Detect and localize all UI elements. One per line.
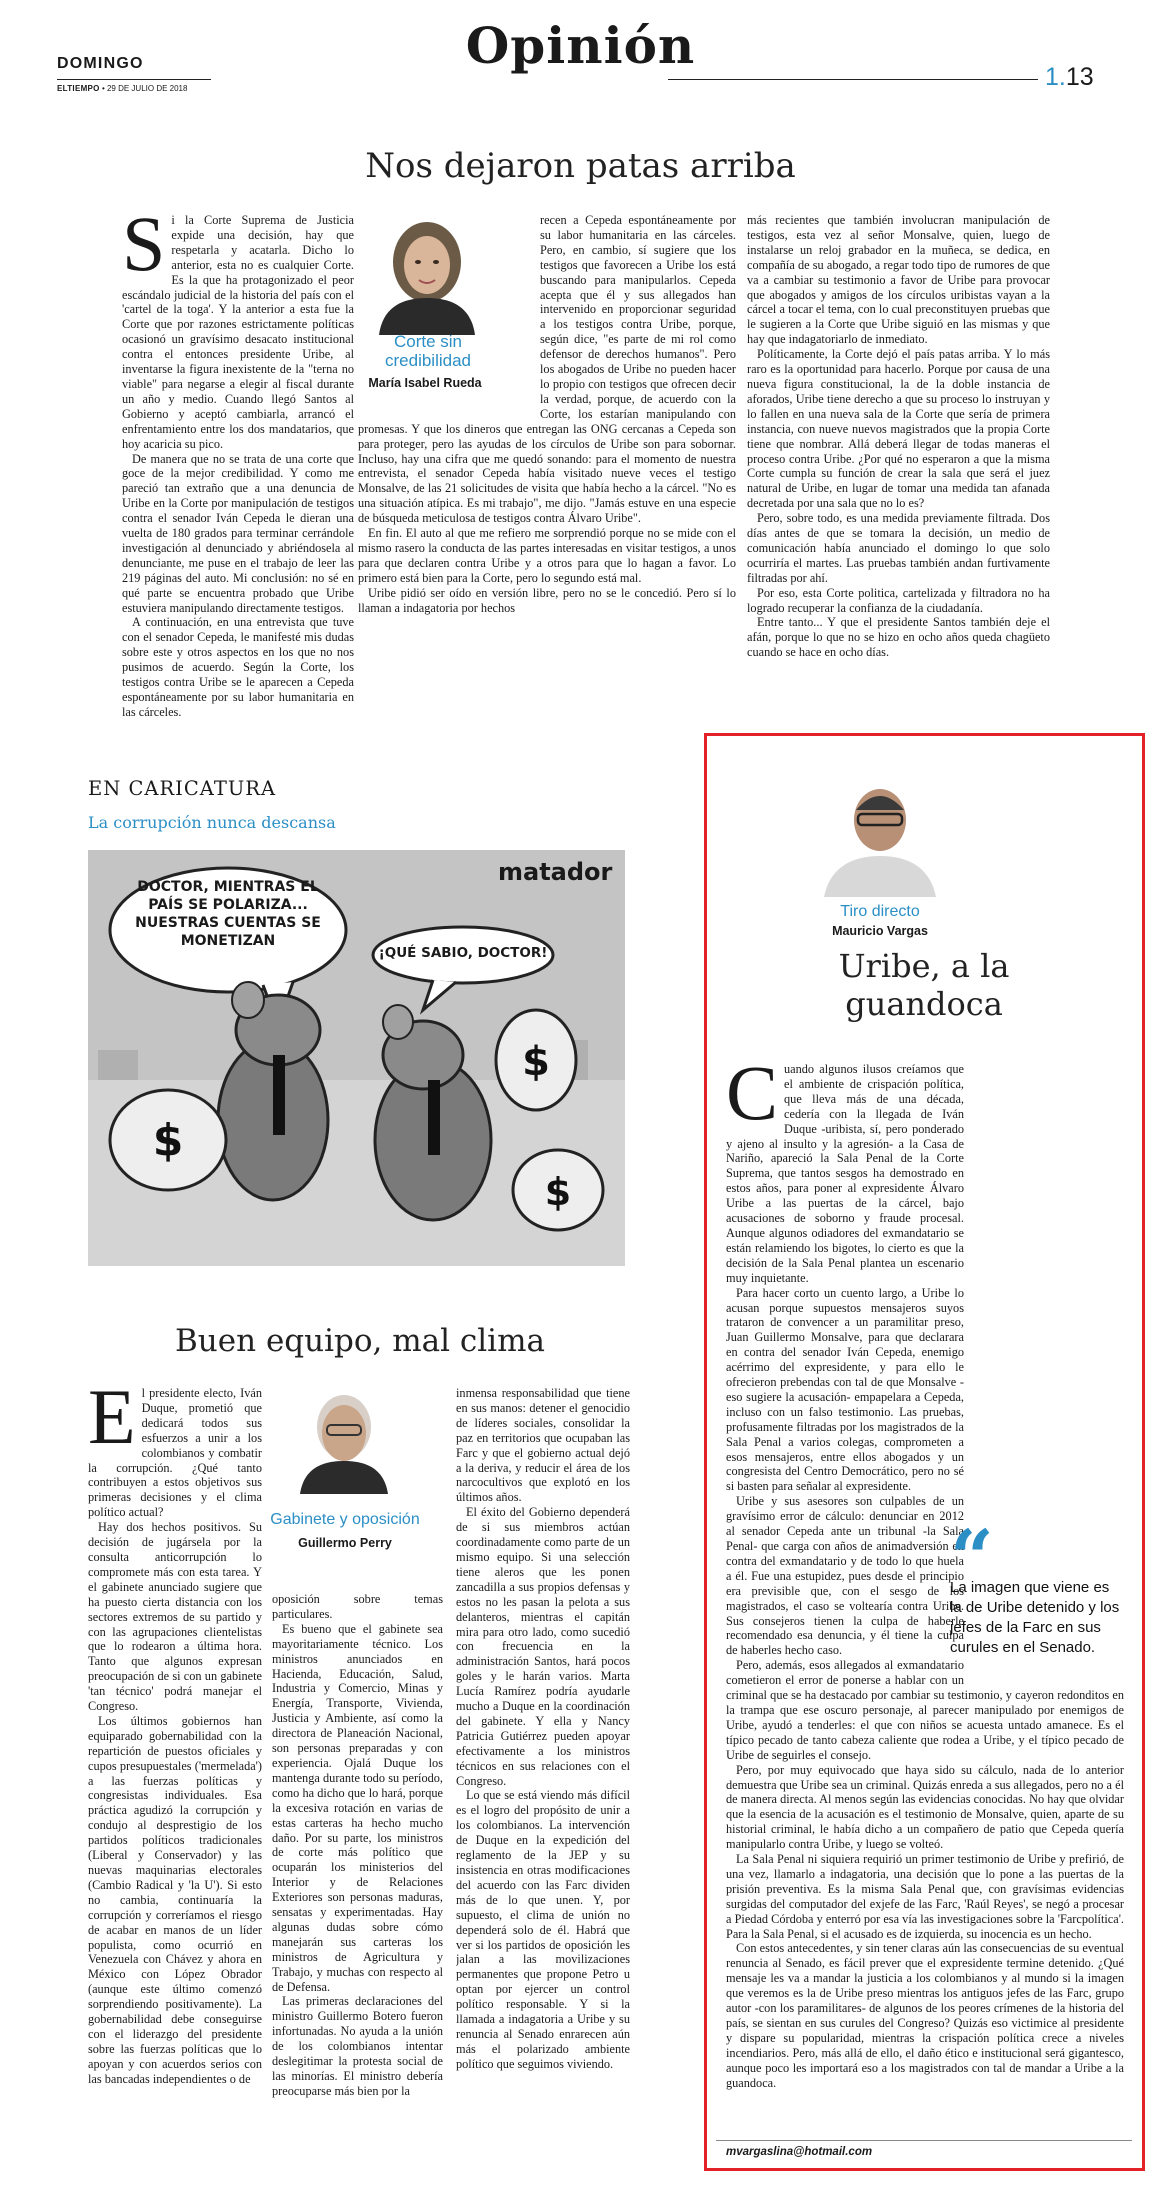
cartoon-signature: matador (498, 858, 613, 886)
article2-c3p2: El éxito del Gobierno dependerá de si sus miembros actúan coordinadamente como parte de un mismo equipo. Si una selección tiene aleros que les ponen zancadilla a sus propios defensas y estos no les pasan la pelota a sus delanteros, mientras el capitán mira para otro lado, como sucedió con frecuencia en la administración Santos, hará pocos goles y le harán varios. Marta Lucía Ramírez podría ayudarle mucho a Duque en la coordinación del gabinete. Y ella y Nancy Patricia Gutiérrez pueden apoyar efectivamente a los ministros técnicos en sus relaciones con el Congreso. (456, 1505, 630, 1788)
caricature-image (88, 850, 625, 1266)
article1-col1 (122, 213, 354, 720)
article2-c2p2: Es bueno que el gabinete sea mayoritariamente técnico. Los ministros anunciados en Hacienda, Educación, Salud, Industria y Comercio, Minas y Energía, Transporte, Vivienda, Justicia y Ambiente, así como la directora de Planeación Nacional, son personas preparadas y con experiencia. Ojalá Duque los mantenga durante todo su período, como ha dicho que lo hará, porque la excesiva rotación en varias de estas carteras ha hecho mucho daño. Por su parte, los ministros de corte más político que ocuparán los ministerios del Interior y de Relaciones Exteriores son personas maduras, sensatas y experimentadas. Hay algunas dudas sobre cómo manejarán sus carteras los ministros de Agricultura y Trabajo, y muchas con respecto al de Defensa. (272, 1621, 443, 1994)
article1-c3p5: Entre tanto... Y que el presidente Santos también deje el afán, porque lo que no se hizo en ocho años queda chagüeto cuando se hace en ocho días. (747, 615, 1050, 660)
article3-title-line2: guandoca (845, 985, 1003, 1023)
article1-c3p4: Por eso, esta Corte politica, cartelizada y filtradora no ha logrado recuperar la confianza de la ciudadanía. (747, 585, 1050, 615)
article3-p1: uando algunos ilusos creíamos que el ambiente de crispación política, que lleva más de una década, cedería con la llegada de Iván Duque -uribista, sí, pero ponderado y ajeno al insulto y la agresión- a la Casa de Nariño, apareció la Sala Penal de la Corte Suprema, que tantos sesgos ha demostrado en estos años, para poner al expresidente Álvaro Uribe a las puertas de la cárcel, bajo acusaciones de soborno y fraude procesal. Aunque algunos odiadores del exmandatario se están relamiendo los bigotes, lo cierto es que la decisión de la Sala Penal plantea un escenario muy inquietante. (726, 1062, 964, 1285)
section-title: Opinión (465, 16, 696, 75)
article3-dropcap: C (726, 1062, 779, 1136)
article1-col2-wrap (358, 213, 736, 720)
spacer (358, 213, 540, 411)
cartoon-bubble-2: ¡QUÉ SABIO, DOCTOR! (378, 945, 548, 961)
article1-c2p1: recen a Cepeda espontáneamente por su labor humanitaria en las cárceles. Pero, en cambio, sí sugiere que los testigos que favorecen a Uribe los está buscando para manipularlos. Cepeda acepta que él y sus allegados han intervenido en proporcionar seguridad a los testigos contra Uribe, porque, según dice, "es parte de mi rol como defensor de derechos humanos". Pero los abogados de Uribe no pueden hacer lo propio con testigos que ofrecen decir la verdad, porque, de acuerdo con la Corte, los estarían manipulando con promesas. Y que los dineros que entregan las ONG cercanas a Cepeda son para proteger, pero las ayudas de los círculos de Uribe son para sobornar. Incluso, hay una cifra que me quedó sonando: para el momento de nuestra entrevista, el senador Cepeda había visitado nueve veces el testigo Monsalve, de las 21 solicitudes de visita que había hecho a la cárcel. "No es una situación atípica. Es mi trabajo", me dijo. "Jamás estuve en una especie de búsqueda meticulosa de testigos contra Álvaro Uribe". (358, 213, 736, 526)
svg-text:$: $ (522, 1039, 550, 1085)
cartoon-bubble-1: DOCTOR, MIENTRAS EL PAÍS SE POLARIZA... NUESTRAS CUENTAS SE MONETIZAN (135, 879, 321, 949)
article3-p4: Pero, además, esos allegados al exmandatario cometieron el error de ponerse a hablar con un criminal que se ha destacado por cambiar su testimonio, y cayeron redonditos en la trampa que ese oscuro personaje, al parecer manipulado por enemigos de Uribe, ayudó a tenderles: el que con niños se acuesta untado amanece. Es el típico pecado de tanto cabeza caliente que rodea a Uribe, y el típico pecado de Uribe de seguirles el consejo. (726, 1658, 1124, 1762)
article1-c2p2: En fin. El auto al que me refiero me sorprendió porque no se mide con el mismo rasero la conducta de las partes interesadas en visitar testigos, a unos para que declaren contra Uribe y a otros para que lo hagan a favor. Lo primero está bien para la Corte, pero lo segundo está mal. (358, 526, 736, 585)
publication-date: • 29 DE JULIO DE 2018 (101, 84, 188, 93)
article3-p2: Para hacer corto un cuento largo, a Uribe lo acusan porque supuestos mensajeros suyos trataron de convencer a un paramilitar preso, Juan Guillermo Monsalve, para que declarara en contra del senador Iván Cepeda, enemigo acérrimo del expresidente, y para ello le ofrecieron prebendas con tal de que Monsalve -eso sugiere la acusación- empapelara a Cepeda, incluso con un falso testimonio. Las pruebas, profusamente filtradas por los magistrados de la Sala Penal a varios colegas, comprometen a esos mensajeros, entre ellos abogados y un congresista del Centro Democrático, pero no sé si basten para señalar al expresidente. (726, 1285, 964, 1494)
article2-c3p1: inmensa responsabilidad que tiene en sus manos: detener el genocidio de líderes sociales, consolidar la paz en territorios que ocupaban las Farc y que el gobierno actual dejó a la deriva, y reducir el área de los narcocultivos que explotó en los últimos años. (456, 1386, 630, 1505)
article2-col3 (456, 1386, 630, 2164)
pull-quote: La imagen que viene es la de Uribe detenido y los jefes de la Farc en sus curules en el Senado. (950, 1579, 1120, 1656)
article1-c3p1: más recientes que también involucran manipulación de testigos, esta vez al señor Monsalve, quien, luego de instalarse un reloj grabador en la muñeca, se dedica, en compañía de su abogado, a regar todo tipo de rumores de que va a cambiar su testimonio a favor de Uribe para provocar que abogados y amigos de los círculos uribistas vayan a la cárcel a tocar el tema, con lo cual preconstituyen pruebas que le sugieren a la Corte que Uribe siguió en las mismas y que hay que indagatoriarlo de inmediato. (747, 213, 1050, 347)
svg-text:$: $ (544, 1170, 572, 1214)
article1-p2: De manera que no se trata de una corte que goce de la mejor credibilidad. Y como me pareció tan extraño que a una denuncia de Uribe en la Corte por manipulación de testigos contra el senador Iván Cepeda le dieran una vuelta de 180 grados para terminar cerrándole investigación al denunciado y abriéndosela al denunciante, me puse en el trabajo de leer las 219 páginas del auto. Mi conclusión: no sé en qué parte se encuentra probado que Uribe estuviera manipulando directamente testigos. (122, 451, 354, 615)
header-rule-left (57, 79, 211, 80)
publication-name: ELTIEMPO (57, 84, 100, 93)
article3-p6: La Sala Penal ni siquiera requirió un primer testimonio de Uribe y prefirió, de una vez, llamarlo a indagatoria, una decisión que lo pone a las puertas de la prisión preventiva. Es la misma Sala Penal que, con gravísimas evidencias surgidas del computador del exjefe de las Farc, 'Raúl Reyes', se negó a procesar a Piedad Córdoba y enterró por esa vía las investigaciones sobre la 'Farcpolítica'. Para la Sala Penal, si el acusado es de izquierda, su inocencia es un hecho. (726, 1852, 1124, 1941)
article1-p3: A continuación, en una entrevista que tuve con el senador Cepeda, le manifesté mis dudas sobre este y otros aspectos en los que no nos pusimos de acuerdo. Según la Corte, los testigos contra Uribe se le aparecen a Cepeda espontáneamente por su labor humanitaria en las cárceles. (122, 615, 354, 719)
article3-p5: Pero, por muy equivocado que haya sido su cálculo, nada de lo anterior demuestra que Uribe sea un criminal. Quizás enreda a sus allegados, pero no a él de manera directa. Al menos según las evidencias conocidas. No hay que olvidar que la esencia de la acusación es el testimonio de Monsalve, quien, aparte de su historial criminal, le había dicho a un compañero de patio que Cepeda quería manipularlo contra Uribe, y luego se volteó. (726, 1762, 1124, 1852)
page-number (1045, 63, 1094, 92)
article3-p3: Uribe y sus asesores son culpables de un gravísimo error de cálculo: denunciar en 2012 al senador Cepeda ante un tribunal -la Sala Penal- que carga con años de animadversión en contra del exmandatario y de todo lo que huela a él. Fue una estupidez, pues desde el principio era previsible que, con el sesgo de los magistrados, el caso se voltearía contra Uribe. Sus consejeros tienen la culpa de haberle recomendado esa denuncia, y él tiene la culpa de haberles hecho caso. (726, 1494, 964, 1658)
author-photo-vargas (820, 776, 940, 897)
article1-author: María Isabel Rueda (368, 376, 482, 390)
page-num: 13 (1065, 63, 1094, 91)
article3-title-line1: Uribe, a la (838, 947, 1010, 985)
author-email[interactable]: mvargaslina@hotmail.com (726, 2146, 873, 2158)
publication-line (57, 84, 187, 93)
article1-dropcap: S (122, 213, 166, 287)
article1-column-label: Corte sin credibilidad (385, 332, 471, 370)
article3-title (716, 947, 1132, 1023)
article2-p2: Hay dos hechos positivos. Su decisión de jugársela por la consulta anticorrupción lo compromete más con esta tarea. Y el gabinete anunciado sugiere que ha puesto cierta distancia con los sectores extremos de su partido y con las agrupaciones clientelistas que lo rodearon a última hora. Tanto que algunos expresan preocupación de si con un gabinete 'tan técnico' podrá manejar el Congreso. (88, 1520, 262, 1714)
article1-c3p2: Políticamente, la Corte dejó el país patas arriba. Y lo más raro es la oportunidad para hacerlo. Porque por causa de una nueva figura constitucional, la de la doble instancia de aforados, Uribe tiene derecho a que su proceso lo instruyan y lo fallen en una nueva sala de la Corte que sería de primera instancia, con nueve nuevos magistrados que la propia Corte tiene que nombrar. Allá deberá llegar de todas maneras el proceso contra Uribe. ¿Por qué no esperaron a que la misma Corte cumpla su función de crear la sala que será el juez natural de Uribe, en lugar de tomar una medida tan afanada decretada por una sala que no lo es? (747, 347, 1050, 511)
article2-p3: Los últimos gobiernos han equiparado gobernabilidad con la repartición de puestos oficiales y cupos presupuestales ('mermelada') a las fuerzas políticas y congresistas individuales. Esa práctica agudizó la corrupción y condujo al desprestigio de los partidos políticos tradicionales (Liberal y Conservador) y las nuevas maquinarias electorales (Cambio Radical y 'la U'). Si esto no cambia, continuaría la corrupción y correríamos el riesgo de acabar en manos de un líder populista, como ocurrió en Venezuela con Chávez y ahora en México con López Obrador (aunque este último comenzó sorprendiendo positivamente). La gobernabilidad debe conseguirse con el liderazgo del presidente sobre las fuerzas políticas que lo apoyan y con acuerdos serios con las bancadas independientes o de (88, 1713, 262, 2086)
author-photo-perry (294, 1387, 394, 1494)
article2-c2p1: oposición sobre temas particulares. (272, 1592, 443, 1621)
article2-c3p3: Lo que se está viendo más difícil es el logro del propósito de unir a los colombianos. La intervención de Duque en la expedición del reglamento de la JEP y su insistencia en otras modificaciones del acuerdo con las Farc dividen más de lo que unen. Y, por supuesto, el clima de unión no dependerá solo de él. Habrá que ver si los partidos de oposición les jalan a las movilizaciones permanentes que propone Petro u optan por ejercer un control político responsable. Y si la llamada a indagatoria a Uribe y su renuncia al Senado enrarecen aún más el polarizado ambiente político que seguimos viviendo. (456, 1788, 630, 2071)
article1-col3 (747, 213, 1050, 720)
article1-c3p3: Pero, sobre todo, es una medida previamente filtrada. Dos días antes de que se tomara la decisión, un medio de comunicación había anunciado el domingo lo que solo ocurriría el martes. Las pruebas también andan furtivamente filtradas por ahí. (747, 511, 1050, 585)
article1-c2p3: Uribe pidió ser oído en versión libre, pero no se le concedió. Pero sí lo llaman a indagatoria por hechos (358, 585, 736, 615)
article2-dropcap: E (88, 1386, 136, 1460)
caricature-title: La corrupción nunca descansa (88, 813, 336, 832)
article2-col2 (272, 1592, 443, 2164)
article2-title: Buen equipo, mal clima (175, 1323, 545, 1359)
article3-author: Mauricio Vargas (832, 924, 928, 938)
svg-text:$: $ (152, 1115, 184, 1166)
edition-day: DOMINGO (57, 55, 144, 72)
signature-rule (716, 2140, 1132, 2141)
article1-p1: i la Corte Suprema de Justicia expide una decisión, hay que respetarla y acatarla. Dicho lo anterior, esta no es cualquier Corte. Es la que ha protagonizado el peor escándalo judicial de la historia del país con el 'cartel de la toga'. Y la anterior a esta fue la Corte que por razones estrictamente políticas ocasionó un gravísimo desacato institucional contra el entonces presidente Uribe, al inventarse la figura inexistente de la "terna no viable" para negarse a elegir al fiscal durante un año y medio. Cuando llegó Santos al Gobierno y aceptó cambiarla, arrancó el enfrentamiento entre los dos mandatarios, que hoy acaricia su pico. (122, 213, 354, 451)
header-rule-right (668, 79, 1038, 80)
article2-column-label: Gabinete y oposición (270, 1511, 420, 1528)
article2-c2p3: Las primeras declaraciones del ministro Guillermo Botero fueron infortunadas. No ayuda a la unión de los colombianos intentar deslegitimar la protesta social de las minorías. El ministro debería preocuparse más bien por la (272, 1994, 443, 2098)
article3-p7: Con estos antecedentes, y sin tener claras aún las consecuencias de su eventual renuncia al Senado, es fácil prever que el expresidente termine detenido. ¿Qué mensaje les va a mandar la justicia a los colombianos y al mundo si la imagen que veremos es la de Uribe preso mientras los antiguos jefes de las Farc, grupo autor -con los paramilitares- de algunos de los peores crímenes de la historia del país, se sientan en sus curules del Congreso? Quizás eso victimice al presidente y dispare su popularidad, mientras la crispación política crece a niveles incendiarios. Pero, más allá de ello, el daño ético e institucional será gigantesco, aunque poco les importará eso a los magistrados con tal de mandar a Uribe a la guandoca. (726, 1941, 1124, 2090)
article2-author: Guillermo Perry (298, 1536, 392, 1550)
article1-title: Nos dejaron patas arriba (365, 146, 796, 186)
article2-col1 (88, 1386, 262, 2164)
article2-p1: l presidente electo, Iván Duque, prometió que dedicará todos sus esfuerzos a unir a los colombianos y combatir la corrupción. ¿Qué tanto contribuyen a estos objetivos sus primeras decisiones y el clima político actual? (88, 1386, 262, 1520)
page-prefix: 1. (1045, 63, 1066, 91)
caricature-kicker: EN CARICATURA (88, 777, 277, 800)
article3-column-label: Tiro directo (840, 903, 920, 920)
quote-mark-icon: “ (950, 1513, 994, 1602)
